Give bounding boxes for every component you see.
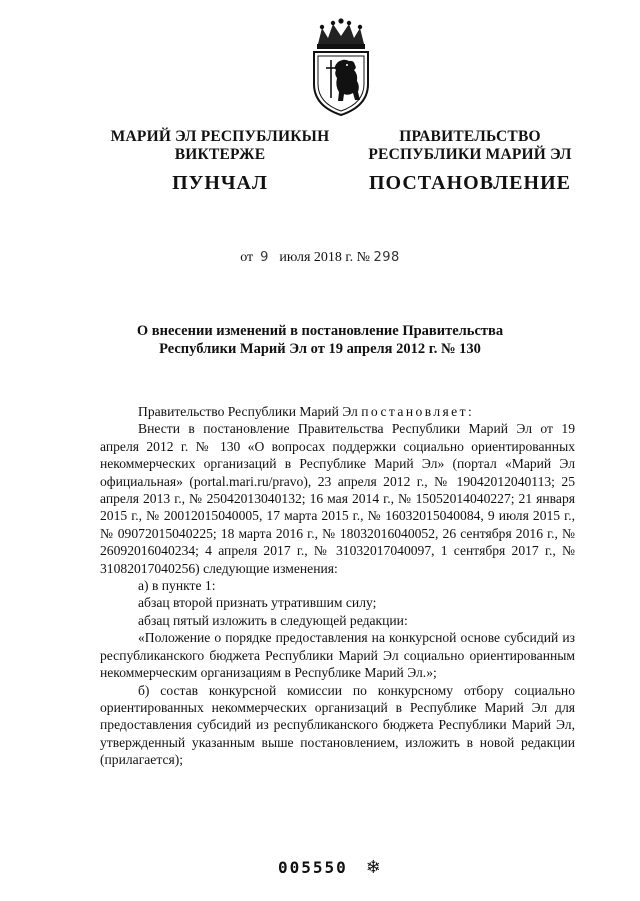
footer-serial: [278, 857, 383, 878]
document-title: [60, 322, 580, 358]
header-right-line1: ПРАВИТЕЛЬСТВО: [399, 128, 541, 145]
body-intro-start: Правительство Республики Марий Эл: [138, 404, 362, 419]
body-intro: [100, 403, 575, 420]
header-left-line1: МАРИЙ ЭЛ РЕСПУБЛИКЫН: [110, 128, 330, 145]
date-line: [0, 250, 640, 266]
date-day: 9: [260, 250, 269, 265]
body-intro-spaced: постановляет:: [361, 404, 475, 419]
title-line2: Республики Марий Эл от 19 апреля 2012 г. № 130: [159, 341, 481, 357]
snowflake-icon: ❄: [365, 857, 383, 878]
document-body: [100, 403, 575, 769]
body-paragraph-5: «Положение о порядке предоставления на конкурсной основе субсидий из республиканского бюджета Республики Марий Эл социально ориентированным некоммерческим организациям в Республике Марий Эл.»;: [100, 630, 575, 681]
date-month-year: июля 2018 г. №: [279, 250, 370, 265]
document-number: 298: [373, 250, 400, 265]
body-paragraph-2: а) в пункте 1:: [138, 578, 216, 594]
header-left-line2: ВИКТЕРЖЕ: [174, 146, 266, 163]
date-prefix: от: [240, 250, 254, 265]
body-paragraph-1: Внести в постановление Правительства Республики Марий Эл от 19 апреля 2012 г. № 130 «О вопросах поддержки социально ориентированных некоммерческих организаций в Республике Марий Эл» (портал «Марий Эл официальная» (portal.mari.ru/pravo), 23 апреля 2012 г., № 19042012040113; 25 апреля 2013 г., № 25042013040132; 16 мая 2014 г., № 15052014040227; 21 января 2015 г., № 20012015040005, 17 марта 2015 г., № 16032015040084, 9 июля 2015 г., № 09072015040225; 18 марта 2016 г., № 18032016040052, 26 сентября 2016 г., № 26092016040234; 4 апреля 2017 г., № 31032017040097, 1 сентября 2017 г., № 31082017040256) следующие изменения:: [100, 421, 575, 576]
header-right: [350, 128, 590, 192]
body-paragraph-3: абзац второй признать утратившим силу;: [138, 595, 377, 611]
body-paragraph-4: абзац пятый изложить в следующей редакции:: [138, 612, 408, 628]
header-right-line2: РЕСПУБЛИКИ МАРИЙ ЭЛ: [368, 146, 572, 163]
header-left-doc-type: ПУНЧАЛ: [172, 172, 268, 194]
serial-number: 005550: [278, 858, 348, 877]
mari-el-coat-of-arms-icon: [300, 18, 382, 118]
body-paragraph-6: б) состав конкурсной комиссии по конкурсному отбору социально ориентированных некоммерческих организаций в Республике Марий Эл для предоставления субсидий из республиканского бюджета Республики Марий Эл, утвержденный указанным выше постановлением, изложить в новой редакции (прилагается);: [100, 682, 575, 768]
header-right-doc-type: ПОСТАНОВЛЕНИЕ: [369, 172, 571, 194]
header-left: [95, 128, 345, 192]
title-line1: О внесении изменений в постановление Правительства: [136, 323, 504, 339]
